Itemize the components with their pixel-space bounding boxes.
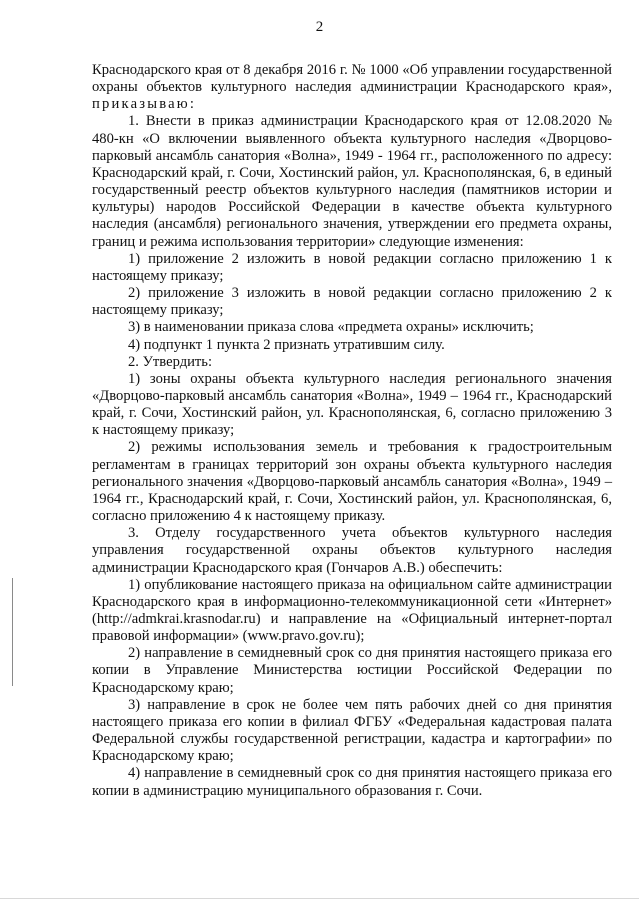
paragraph-item-3-4: 4) направление в семидневный срок со дня принятия настоящего приказа его копии в администрацию муниципального образования г. Сочи. [92,765,612,799]
paragraph-item-2: 2. Утвердить: [128,353,213,370]
document-body [92,62,612,800]
paragraph-item-3: 3. Отделу государственного учета объектов культурного наследия управления государственной охраны объектов культурного наследия администрации Краснодарского края (Гончаров А.В.) обеспечить: [92,525,612,576]
paragraph-item-2-2: 2) режимы использования земель и требования к градостроительным регламентам в границах территорий зон охраны объекта культурного наследия регионального значения «Дворцово-парковый ансамбль санатория «Волна», 1949 – 1964 гг., Краснодарский край, г. Сочи, Хостинский район, ул. Краснополянская, 6, согласно приложению 4 к настоящему приказу. [92,439,612,525]
paragraph-item-2-1: 1) зоны охраны объекта культурного наследия регионального значения «Дворцово-парковый ансамбль санатория «Волна», 1949 – 1964 гг., Краснодарский край, г. Сочи, Хостинский район, ул. Краснополянская, 6, согласно приложению 3 к настоящему приказу; [92,370,612,439]
paragraph-item-3-2: 2) направление в семидневный срок со дня принятия настоящего приказа его копии в Управление Министерства юстиции Российской Федерации по Краснодарскому краю; [92,645,612,696]
paragraph-item-3-3: 3) направление в срок не более чем пять рабочих дней со дня принятия настоящего приказа его копии в филиал ФГБУ «Федеральная кадастровая палата Федеральной службы государственной регистрации, кадастра и картографии» по Краснодарскому краю; [92,696,612,765]
paragraph-item-3-1: 1) опубликование настоящего приказа на официальном сайте администрации Краснодарского края в информационно-телекоммуникационной сети «Интернет» (http://admkrai.krasnodar.ru) и направление на «Официальный интернет-портал правовой информации» (www.pravo.gov.ru); [92,576,612,645]
order-keyword: приказываю [92,96,190,113]
page-number: 2 [315,19,324,35]
preamble-colon: : [189,96,194,113]
paragraph-item-1-1: 1) приложение 2 изложить в новой редакции согласно приложению 1 к настоящему приказу; [92,250,612,284]
paragraph-preamble [92,62,612,113]
paragraph-item-1-4: 4) подпункт 1 пункта 2 признать утратившим силу. [128,336,445,353]
paragraph-item-1-2: 2) приложение 3 изложить в новой редакции согласно приложению 2 к настоящему приказу; [92,285,612,319]
paragraph-item-1: 1. Внести в приказ администрации Краснодарского края от 12.08.2020 № 480-кн «О включении выявленного объекта культурного наследия «Дворцово-парковый ансамбль санатория «Волна», 1949 - 1964 гг., расположенного по адресу: Краснодарский край, г. Сочи, Хостинский район, ул. Краснополянская, 6, в единый государственный реестр объектов культурного наследия (памятников истории и культуры) народов Российской Федерации в качестве объекта культурного наследия (ансамбля) регионального значения, утверждении его предмета охраны, границ и режима использования территории» следующие изменения: [92,113,612,250]
paragraph-item-1-3: 3) в наименовании приказа слова «предмета охраны» исключить; [128,319,534,336]
scan-bottom-edge [0,898,639,899]
preamble-text: Краснодарского края от 8 декабря 2016 г. № 1000 «Об управлении государственной охраны объектов культурного наследия администрации Краснодарского края», [92,62,612,96]
scan-margin-line [12,578,13,686]
